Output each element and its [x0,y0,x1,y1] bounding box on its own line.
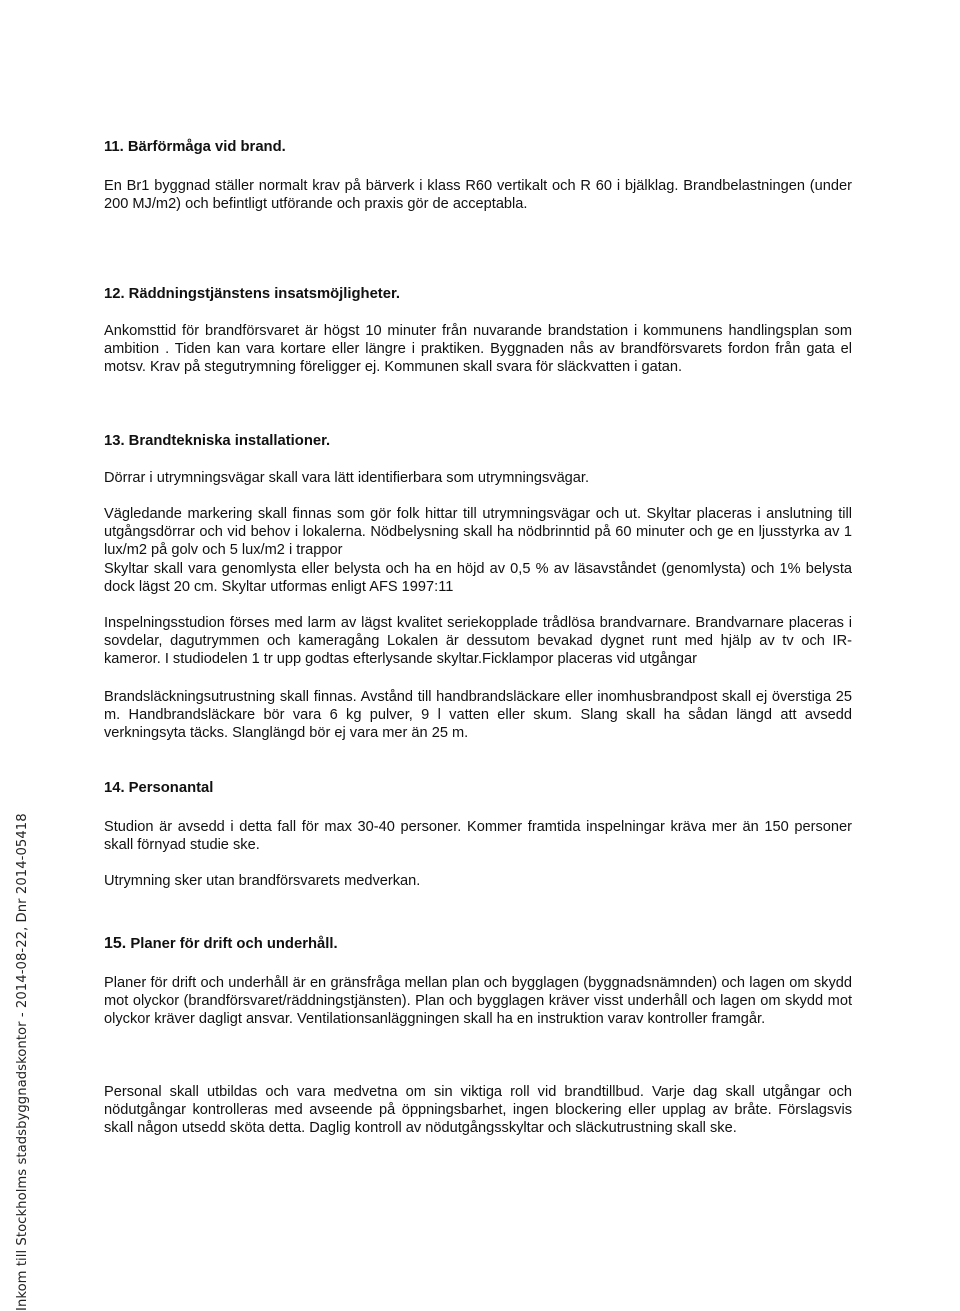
section-11-paragraph: En Br1 byggnad ställer normalt krav på bärverk i klass R60 vertikalt och R 60 i bjälklag. Brandbelastningen (under 200 MJ/m2) och befintligt utförande och praxis gör de acceptabla. [104,178,852,213]
registration-stamp [14,0,34,1311]
section-12-heading: 12. Räddningstjänstens insatsmöjligheter. [104,286,401,302]
section-11-heading: 11. Bärförmåga vid brand. [104,139,286,155]
section-14-heading: 14. Personantal [104,780,214,796]
section-13-paragraph-1: Dörrar i utrymningsvägar skall vara lätt identifierbara som utrymningsvägar. [104,470,590,486]
section-12-paragraph: Ankomsttid för brandförsvaret är högst 10 minuter från nuvarande brandstation i kommunens handlingsplan som ambition . Tiden kan vara kortare eller längre i praktiken. Byggnaden nås av brandförsvarets fordon från gata el motsv. Krav på stegutrymning föreligger ej. Kommunen skall svara för släckvatten i gatan. [104,323,852,376]
section-13-paragraph-5: Brandsläckningsutrustning skall finnas. Avstånd till handbrandsläckare eller inomhusbrandpost skall ej överstiga 25 m. Handbrandsläckare bör vara 6 kg pulver, 9 l vatten eller skum. Slang skall ha sådan längd att avsedd verkningsyta täcks. Slanglängd bör ej vara mer än 25 m. [104,689,852,742]
section-14-paragraph-1: Studion är avsedd i detta fall för max 30-40 personer. Kommer framtida inspelningar kräva mer än 150 personer skall förnyad studie ske. [104,819,852,854]
section-15-paragraph-2: Personal skall utbildas och vara medvetna om sin viktiga roll vid brandtillbud. Varje dag skall utgångar och nödutgångar kontrolleras med avseende på öppningsbarhet, ingen blockering eller upplag av bråte. Förslagsvis skall någon utsedd sköta detta. Daglig kontroll av nödutgångsskyltar och släckutrustning skall ske. [104,1084,852,1137]
section-15-title: Planer för drift och underhåll. [130,936,338,952]
section-14-paragraph-2: Utrymning sker utan brandförsvarets medverkan. [104,873,421,889]
section-15-number: 15. [104,935,127,952]
section-15-paragraph-1: Planer för drift och underhåll är en gränsfråga mellan plan och bygglagen (byggnadsnämnden) och lagen om skydd mot olyckor (brandförsvaret/räddningstjänsten). Plan och bygglagen kräver visst underhåll och lagen om skydd mot olyckor kräver dagligt ansvar. Ventilationsanläggningen skall ha en instruktion varav kontroller framgår. [104,975,852,1028]
section-13-heading: 13. Brandtekniska installationer. [104,433,331,449]
section-13-paragraph-3: Skyltar skall vara genomlysta eller belysta och ha en höjd av 0,5 % av läsavståndet (genomlysta) och 1% belysta dock lägst 20 cm. Skyltar utformas enligt AFS 1997:11 [104,561,852,596]
section-13-paragraph-4: Inspelningsstudion förses med larm av lägst kvalitet seriekopplade trådlösa brandvarnare. Brandvarnare placeras i sovdelar, dagutrymmen och kameragång Lokalen är dessutom bevakad dygnet runt med hjälp av tv och IR-kameror. I studiodelen 1 tr upp godtas efterlysande skyltar.Ficklampor placeras vid utgångar [104,615,852,668]
section-15-heading [104,935,338,953]
section-13-paragraph-2: Vägledande markering skall finnas som gör folk hittar till utrymningsvägar och ut. Skyltar placeras i anslutning till utgångsdörrar och vid behov i lokalerna. Nödbelysning skall ha nödbrinntid på 60 minuter och ge en ljusstyrka av 1 lux/m2 på golv och 5 lux/m2 i trappor [104,506,852,559]
registration-stamp-text: Inkom till Stockholms stadsbyggnadskontor - 2014-08-22, Dnr 2014-05418 [15,813,30,1311]
